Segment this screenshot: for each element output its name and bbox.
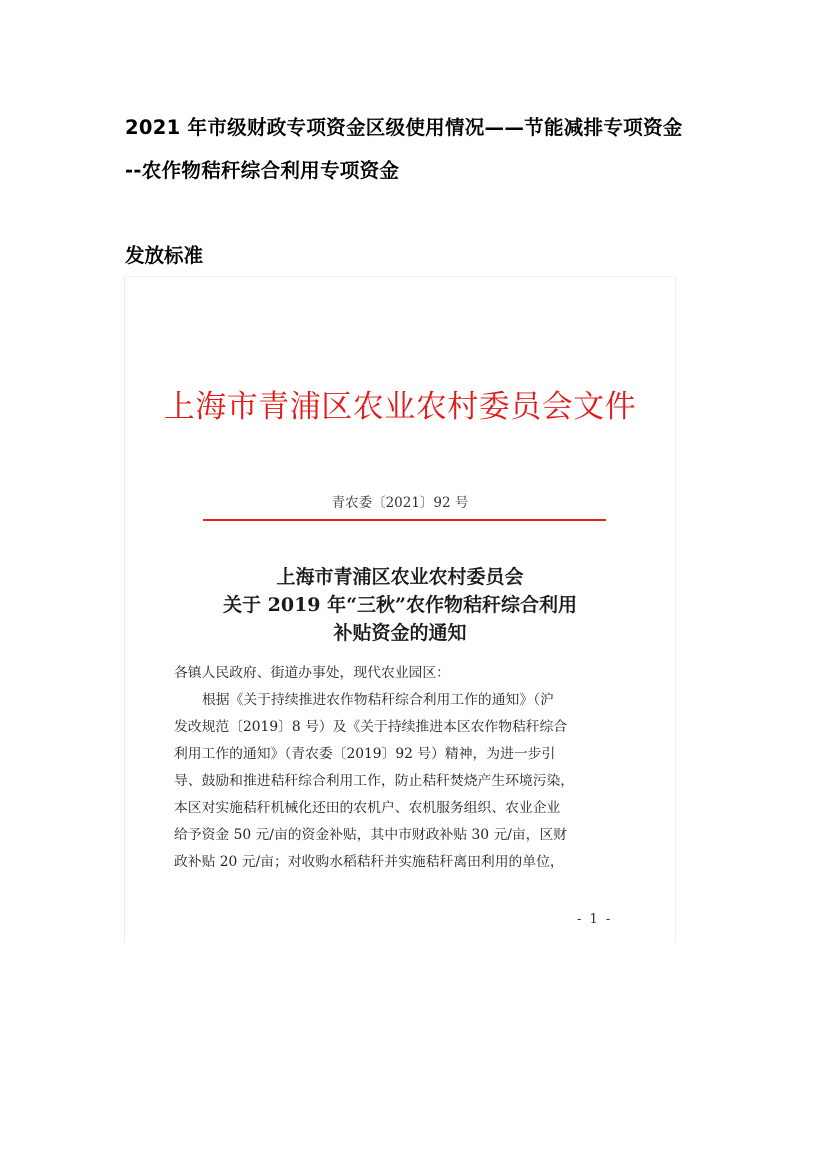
body-line: 给予资金 50 元/亩的资金补贴，其中市财政补贴 30 元/亩，区财	[174, 827, 568, 843]
document-salutation: 各镇人民政府、街道办事处，现代农业园区：	[174, 665, 450, 681]
red-divider-line	[203, 519, 606, 521]
document-title-line: 关于 2019 年“三秋”农作物秸秆综合利用	[223, 594, 577, 616]
page-heading-line-1: 2021 年市级财政专项资金区级使用情况——节能减排专项资金	[125, 116, 683, 139]
body-line: 导、鼓励和推进秸秆综合利用工作，防止秸秆焚烧产生环境污染，	[174, 773, 575, 789]
page-heading-line-2: --农作物秸秆综合利用专项资金	[125, 159, 400, 182]
body-line: 政补贴 20 元/亩；对收购水稻秸秆并实施秸秆离田利用的单位，	[174, 854, 564, 870]
document-title-line: 上海市青浦区农业农村委员会	[276, 566, 524, 588]
scanned-document-image	[124, 276, 676, 943]
body-line: 发改规范〔2019〕8 号）及《关于持续推进本区农作物秸秆综合	[174, 719, 568, 735]
section-label: 发放标准	[125, 244, 204, 267]
body-line: 利用工作的通知》（青农委〔2019〕92 号）精神，为进一步引	[174, 746, 556, 762]
document-red-header: 上海市青浦区农业农村委员会文件	[163, 389, 637, 425]
document-title-line: 补贴资金的通知	[333, 622, 467, 644]
body-line: 本区对实施秸秆机械化还田的农机户、农机服务组织、农业企业	[174, 800, 561, 816]
document-number: 青农委〔2021〕92 号	[331, 495, 469, 511]
body-line: 根据《关于持续推进农作物秸秆综合利用工作的通知》（沪	[202, 692, 554, 708]
page-number: - 1 -	[577, 912, 613, 927]
